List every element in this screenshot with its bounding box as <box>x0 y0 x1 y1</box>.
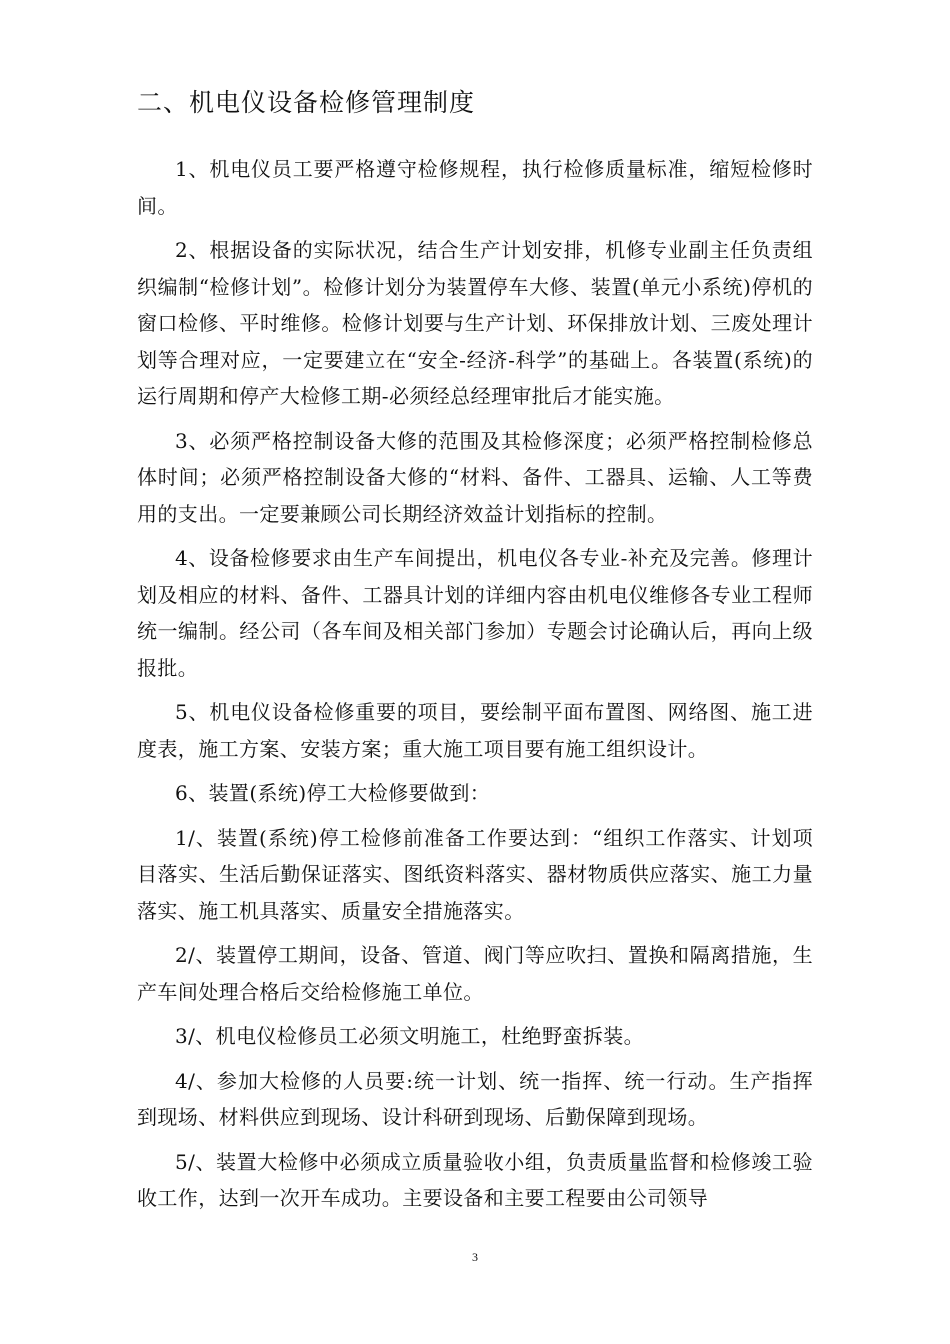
paragraph-6-4: 4/、参加大检修的人员要:统一计划、统一指挥、统一行动。生产指挥到现场、材料供应到现场、设计科研到现场、后勤保障到现场。 <box>137 1068 813 1129</box>
section-heading: 二、机电仪设备检修管理制度 <box>137 88 476 117</box>
paragraph-6-3: 3/、机电仪检修员工必须文明施工，杜绝野蛮拆装。 <box>175 1024 645 1048</box>
paragraph-6: 6、装置(系统)停工大检修要做到： <box>175 781 491 805</box>
paragraph-2: 2、根据设备的实际状况，结合生产计划安排，机修专业副主任负责组织编制“检修计划”。检修计划分为装置停车大修、装置(单元小系统)停机的窗口检修、平时维修。检修计划要与生产计划、环保排放计划、三废处理计划等合理对应，一定要建立在“安全-经济-科学”的基础上。各装置(系统)的运行周期和停产大检修工期-必须经总经理审批后才能实施。 <box>137 238 813 408</box>
paragraph-6-1: 1/、装置(系统)停工检修前准备工作要达到：“组织工作落实、计划项目落实、生活后勤保证落实、图纸资料落实、器材物质供应落实、施工力量落实、施工机具落实、质量安全措施落实。 <box>137 825 813 923</box>
paragraph-5: 5、机电仪设备检修重要的项目，要绘制平面布置图、网络图、施工进度表，施工方案、安装方案；重大施工项目要有施工组织设计。 <box>137 700 813 761</box>
paragraph-3: 3、必须严格控制设备大修的范围及其检修深度；必须严格控制检修总体时间；必须严格控制设备大修的“材料、备件、工器具、运输、人工等费用的支出。一定要兼顾公司长期经济效益计划指标的控制。 <box>137 428 813 526</box>
paragraph-1: 1、机电仪员工要严格遵守检修规程，执行检修质量标准，缩短检修时间。 <box>137 157 813 218</box>
page-number: 3 <box>472 1250 478 1264</box>
paragraph-6-2: 2/、装置停工期间，设备、管道、阀门等应吹扫、置换和隔离措施，生产车间处理合格后交给检修施工单位。 <box>137 943 813 1004</box>
paragraph-4: 4、设备检修要求由生产车间提出，机电仪各专业-补充及完善。修理计划及相应的材料、备件、工器具计划的详细内容由机电仪维修各专业工程师统一编制。经公司（各车间及相关部门参加）专题会讨论确认后，再向上级报批。 <box>137 546 813 680</box>
paragraph-6-5: 5/、装置大检修中必须成立质量验收小组，负责质量监督和检修竣工验收工作，达到一次开车成功。主要设备和主要工程要由公司领导 <box>137 1149 813 1210</box>
document-body <box>137 151 813 1225</box>
